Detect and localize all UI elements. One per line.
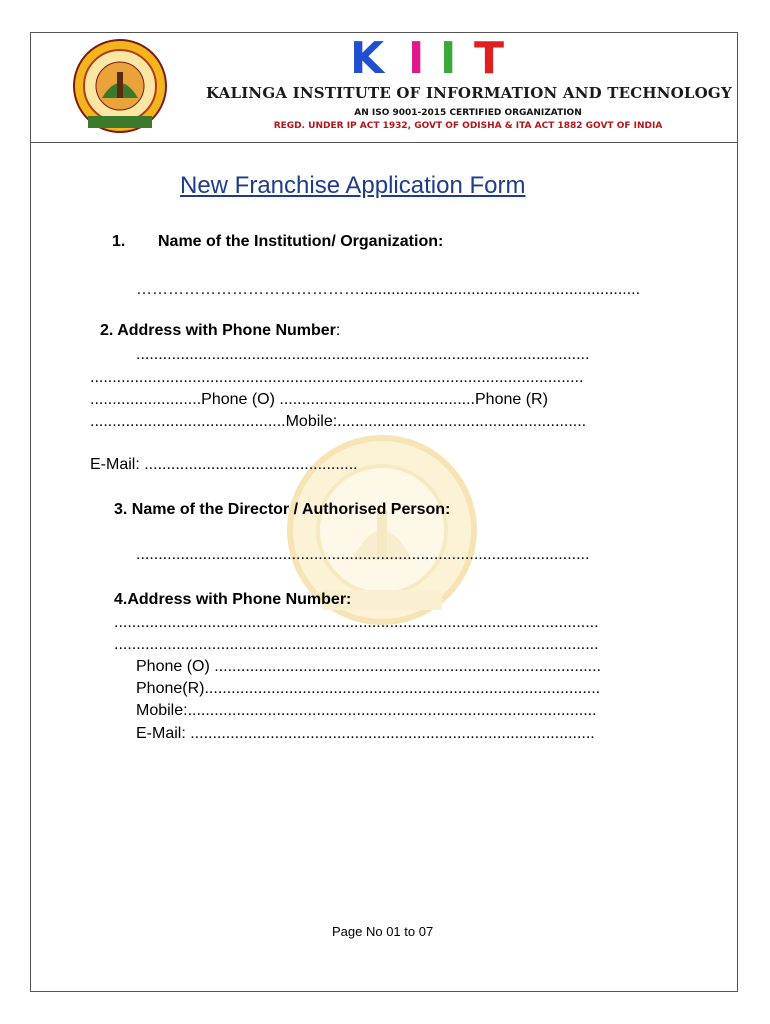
q2-mobile-blank[interactable]: ........................................................ <box>337 413 587 430</box>
q3-label: 3. Name of the Director / Authorised Person: <box>114 501 451 518</box>
q1-number: 1. <box>112 233 126 250</box>
q2-email-blank[interactable]: ................................................ <box>139 456 358 473</box>
q2-email-label: E-Mail: <box>90 456 140 473</box>
q4-phone-residence-field[interactable]: Phone(R)......................................................................................... <box>136 680 601 697</box>
q4-address-line-1[interactable]: ............................................................................................................. <box>114 614 599 631</box>
registration-line: REGD. UNDER IP ACT 1932, GOVT OF ODISHA & ITA ACT 1882 GOVT OF INDIA <box>273 121 663 131</box>
logo-letter-t: T <box>474 33 505 84</box>
q2-address-line-1[interactable]: ...................................................................................................... <box>136 346 590 363</box>
q2-label: 2. Address with Phone Number <box>100 322 336 339</box>
q2-phone-office-blank[interactable]: ............................................ <box>274 391 475 408</box>
page-number: Page No 01 to 07 <box>332 924 434 939</box>
q1-label: Name of the Institution/ Organization: <box>158 233 444 250</box>
q2-mobile-label: Mobile: <box>285 413 338 430</box>
q2-phone-prefix-blank[interactable]: ......................... <box>90 391 202 408</box>
q2-colon: : <box>335 322 341 339</box>
q3-blank-field[interactable]: ...................................................................................................... <box>136 546 590 563</box>
iso-certification-line: AN ISO 9001-2015 CERTIFIED ORGANIZATION <box>354 108 582 118</box>
header-divider <box>30 142 738 143</box>
q2-mobile-prefix-blank[interactable]: ............................................ <box>90 413 286 430</box>
letterhead <box>36 33 732 140</box>
logo-letter-k: K <box>350 33 385 84</box>
q2-label-line <box>100 321 340 341</box>
kiit-seal-emblem-icon <box>58 38 184 134</box>
q2-email-line <box>90 455 358 475</box>
q4-phone-office-field[interactable]: Phone (O) ....................................................................................... <box>136 658 601 675</box>
q2-address-line-2[interactable]: ............................................................................................................... <box>90 369 584 386</box>
q4-label: 4.Address with Phone Number: <box>114 591 352 608</box>
q1-blank-field[interactable]: ……………………………………............................................................... <box>136 281 641 298</box>
q4-email-field[interactable]: E-Mail: ........................................................................................... <box>136 725 595 742</box>
q2-phone-residence-label: Phone (R) <box>475 391 548 408</box>
institution-name: KALINGA INSTITUTE OF INFORMATION AND TECHNOLOGY <box>206 84 732 102</box>
q4-mobile-field[interactable]: Mobile:............................................................................................ <box>136 702 597 719</box>
logo-letter-i1: I <box>408 33 425 84</box>
kiit-logo <box>350 33 550 84</box>
q2-phone-office-label: Phone (O) <box>201 391 275 408</box>
q2-phone-line <box>90 390 548 410</box>
q4-address-line-2[interactable]: ............................................................................................................. <box>114 636 599 653</box>
form-title: New Franchise Application Form <box>180 172 526 199</box>
logo-letter-i2: I <box>440 33 457 84</box>
q2-mobile-line <box>90 412 586 432</box>
